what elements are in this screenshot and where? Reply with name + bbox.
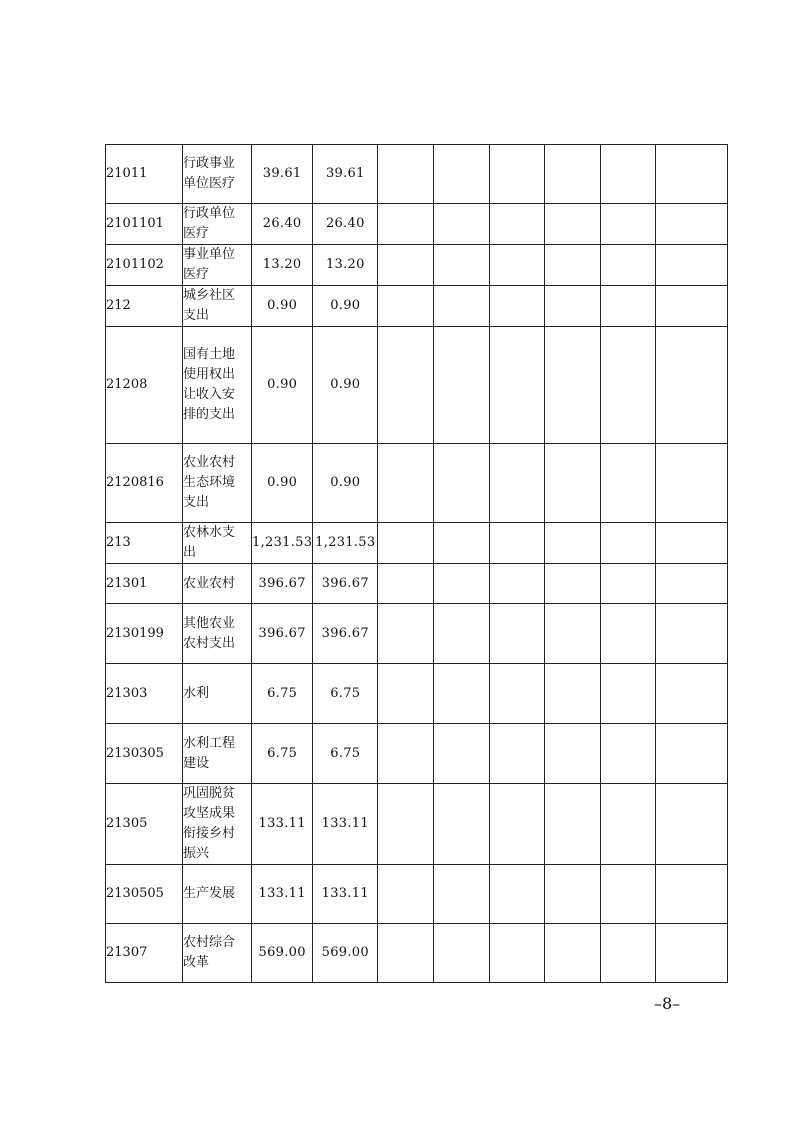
empty-cell xyxy=(378,865,434,924)
empty-cell xyxy=(601,784,656,865)
empty-cell xyxy=(378,724,434,784)
empty-cell xyxy=(378,444,434,523)
table-row xyxy=(106,604,728,664)
row-value-total: 13.20 xyxy=(252,245,313,286)
empty-cell xyxy=(656,604,728,664)
row-value-basic: 6.75 xyxy=(313,724,378,784)
row-code: 212 xyxy=(106,286,183,327)
empty-cell xyxy=(490,924,545,983)
empty-cell xyxy=(656,286,728,327)
empty-cell xyxy=(545,664,601,724)
empty-cell xyxy=(434,145,490,204)
table-row xyxy=(106,245,728,286)
empty-cell xyxy=(656,924,728,983)
row-code: 213 xyxy=(106,523,183,564)
table-row xyxy=(106,564,728,604)
empty-cell xyxy=(545,145,601,204)
row-value-basic: 0.90 xyxy=(313,286,378,327)
row-value-basic: 0.90 xyxy=(313,327,378,444)
empty-cell xyxy=(545,865,601,924)
table-row xyxy=(106,724,728,784)
empty-cell xyxy=(545,523,601,564)
empty-cell xyxy=(656,784,728,865)
empty-cell xyxy=(656,145,728,204)
row-value-basic: 6.75 xyxy=(313,664,378,724)
row-name: 国有土地 使用权出 让收入安 排的支出 xyxy=(183,327,252,444)
empty-cell xyxy=(601,724,656,784)
empty-cell xyxy=(434,924,490,983)
empty-cell xyxy=(434,444,490,523)
empty-cell xyxy=(545,327,601,444)
empty-cell xyxy=(545,724,601,784)
row-name: 农村综合 改革 xyxy=(183,924,252,983)
empty-cell xyxy=(434,286,490,327)
empty-cell xyxy=(434,204,490,245)
table-row xyxy=(106,444,728,523)
empty-cell xyxy=(601,444,656,523)
row-value-total: 0.90 xyxy=(252,286,313,327)
page-number: –8– xyxy=(654,994,681,1013)
table-row xyxy=(106,286,728,327)
row-value-total: 26.40 xyxy=(252,204,313,245)
row-value-total: 0.90 xyxy=(252,444,313,523)
empty-cell xyxy=(490,245,545,286)
empty-cell xyxy=(656,564,728,604)
empty-cell xyxy=(545,286,601,327)
empty-cell xyxy=(490,204,545,245)
row-code: 2130305 xyxy=(106,724,183,784)
empty-cell xyxy=(378,523,434,564)
row-code: 21011 xyxy=(106,145,183,204)
empty-cell xyxy=(434,564,490,604)
empty-cell xyxy=(434,784,490,865)
empty-cell xyxy=(490,784,545,865)
row-code: 21301 xyxy=(106,564,183,604)
empty-cell xyxy=(434,327,490,444)
empty-cell xyxy=(490,444,545,523)
row-value-total: 396.67 xyxy=(252,564,313,604)
row-value-total: 6.75 xyxy=(252,724,313,784)
row-value-basic: 0.90 xyxy=(313,444,378,523)
empty-cell xyxy=(656,327,728,444)
row-value-basic: 39.61 xyxy=(313,145,378,204)
empty-cell xyxy=(490,145,545,204)
row-name: 其他农业 农村支出 xyxy=(183,604,252,664)
empty-cell xyxy=(601,327,656,444)
empty-cell xyxy=(378,604,434,664)
empty-cell xyxy=(378,145,434,204)
row-name: 巩固脱贫 攻坚成果 衔接乡村 振兴 xyxy=(183,784,252,865)
empty-cell xyxy=(601,245,656,286)
empty-cell xyxy=(490,664,545,724)
empty-cell xyxy=(656,865,728,924)
row-value-total: 133.11 xyxy=(252,865,313,924)
empty-cell xyxy=(378,245,434,286)
empty-cell xyxy=(601,523,656,564)
row-value-basic: 396.67 xyxy=(313,564,378,604)
empty-cell xyxy=(378,286,434,327)
empty-cell xyxy=(434,604,490,664)
empty-cell xyxy=(490,523,545,564)
row-name: 农业农村 xyxy=(183,564,252,604)
empty-cell xyxy=(434,664,490,724)
row-name: 农业农村 生态环境 支出 xyxy=(183,444,252,523)
empty-cell xyxy=(434,865,490,924)
table-body xyxy=(106,145,728,983)
row-code: 2120816 xyxy=(106,444,183,523)
empty-cell xyxy=(545,564,601,604)
table-row xyxy=(106,523,728,564)
row-code: 2101101 xyxy=(106,204,183,245)
row-value-basic: 133.11 xyxy=(313,865,378,924)
empty-cell xyxy=(378,924,434,983)
row-value-total: 133.11 xyxy=(252,784,313,865)
empty-cell xyxy=(545,444,601,523)
row-name: 水利工程 建设 xyxy=(183,724,252,784)
empty-cell xyxy=(490,724,545,784)
empty-cell xyxy=(490,604,545,664)
empty-cell xyxy=(601,865,656,924)
empty-cell xyxy=(601,664,656,724)
row-value-basic: 133.11 xyxy=(313,784,378,865)
table-row xyxy=(106,924,728,983)
table-row xyxy=(106,784,728,865)
table-row xyxy=(106,145,728,204)
row-name: 城乡社区 支出 xyxy=(183,286,252,327)
empty-cell xyxy=(656,523,728,564)
row-code: 2130505 xyxy=(106,865,183,924)
empty-cell xyxy=(545,924,601,983)
table-row xyxy=(106,327,728,444)
row-name: 生产发展 xyxy=(183,865,252,924)
empty-cell xyxy=(601,604,656,664)
row-value-basic: 396.67 xyxy=(313,604,378,664)
empty-cell xyxy=(434,724,490,784)
empty-cell xyxy=(378,327,434,444)
table-row xyxy=(106,865,728,924)
empty-cell xyxy=(378,564,434,604)
empty-cell xyxy=(378,204,434,245)
empty-cell xyxy=(656,444,728,523)
row-name: 农林水支 出 xyxy=(183,523,252,564)
empty-cell xyxy=(656,724,728,784)
row-code: 21305 xyxy=(106,784,183,865)
table-row xyxy=(106,664,728,724)
empty-cell xyxy=(545,784,601,865)
row-name: 水利 xyxy=(183,664,252,724)
row-name: 行政事业 单位医疗 xyxy=(183,145,252,204)
empty-cell xyxy=(601,286,656,327)
empty-cell xyxy=(601,145,656,204)
row-value-total: 396.67 xyxy=(252,604,313,664)
budget-table xyxy=(105,144,728,983)
row-code: 2101102 xyxy=(106,245,183,286)
empty-cell xyxy=(656,245,728,286)
empty-cell xyxy=(490,327,545,444)
row-value-total: 6.75 xyxy=(252,664,313,724)
empty-cell xyxy=(434,245,490,286)
empty-cell xyxy=(545,204,601,245)
empty-cell xyxy=(490,564,545,604)
row-name: 事业单位 医疗 xyxy=(183,245,252,286)
empty-cell xyxy=(601,204,656,245)
row-code: 21307 xyxy=(106,924,183,983)
row-value-total: 39.61 xyxy=(252,145,313,204)
row-value-basic: 26.40 xyxy=(313,204,378,245)
row-name: 行政单位 医疗 xyxy=(183,204,252,245)
row-value-basic: 1,231.53 xyxy=(313,523,378,564)
row-code: 21208 xyxy=(106,327,183,444)
empty-cell xyxy=(656,664,728,724)
empty-cell xyxy=(656,204,728,245)
table-row xyxy=(106,204,728,245)
row-value-total: 569.00 xyxy=(252,924,313,983)
row-code: 2130199 xyxy=(106,604,183,664)
empty-cell xyxy=(490,286,545,327)
empty-cell xyxy=(378,784,434,865)
empty-cell xyxy=(545,604,601,664)
row-value-total: 0.90 xyxy=(252,327,313,444)
row-value-total: 1,231.53 xyxy=(252,523,313,564)
row-value-basic: 13.20 xyxy=(313,245,378,286)
empty-cell xyxy=(378,664,434,724)
row-value-basic: 569.00 xyxy=(313,924,378,983)
empty-cell xyxy=(490,865,545,924)
row-code: 21303 xyxy=(106,664,183,724)
empty-cell xyxy=(601,924,656,983)
empty-cell xyxy=(601,564,656,604)
empty-cell xyxy=(545,245,601,286)
empty-cell xyxy=(434,523,490,564)
